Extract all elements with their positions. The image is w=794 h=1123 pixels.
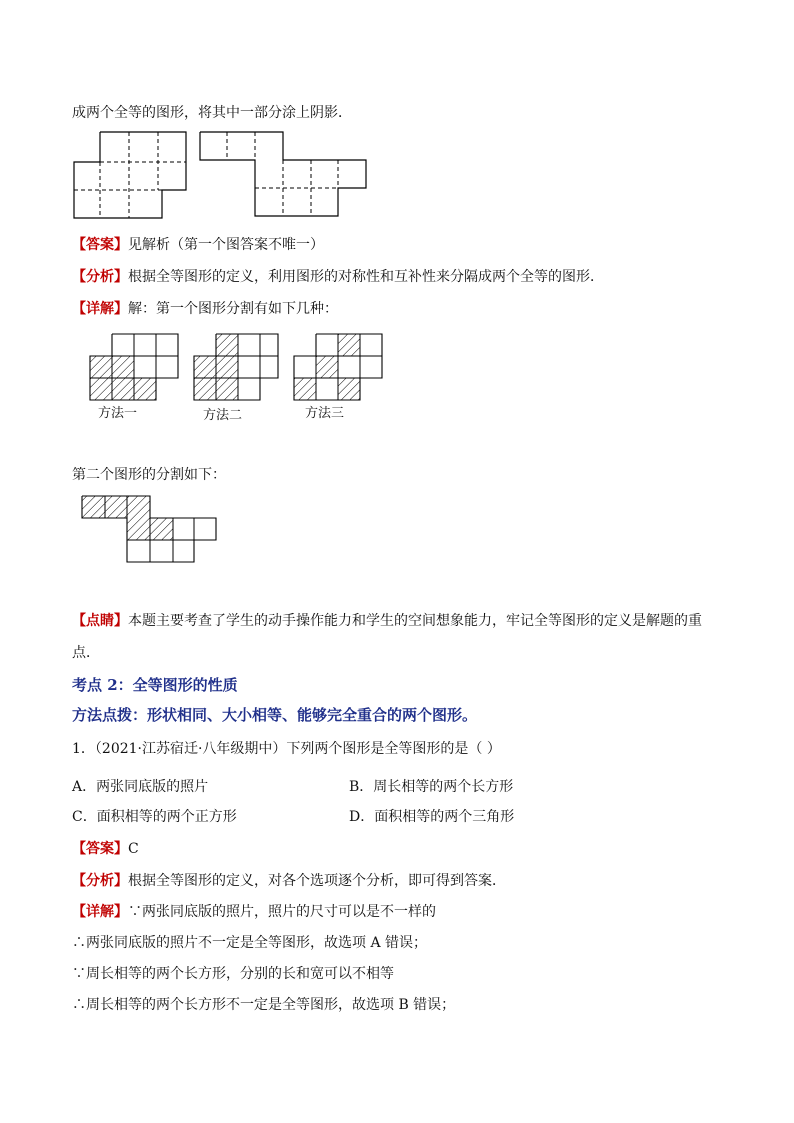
answer-tag: 【答案】: [72, 237, 128, 253]
comment-cont: 点．: [72, 645, 100, 661]
answer-tag: 【答案】: [72, 841, 128, 857]
detail2-line-2: ∵周长相等的两个长方形，分别的长和宽可以不相等: [72, 966, 394, 982]
option-d: D．面积相等的两个三角形: [349, 809, 515, 825]
second-figure: [80, 494, 220, 566]
option-c: C．面积相等的两个正方形: [72, 809, 237, 825]
answer1-line: 【答案】见解析（第一个图答案不唯一）: [72, 237, 324, 253]
method-tip: 方法点拨：形状相同、大小相等、能够完全重合的两个图形。: [72, 706, 478, 724]
grid-figure-left: [72, 130, 372, 225]
detail2-line-1: ∴两张同底版的照片不一定是全等图形，故选项 A 错误；: [72, 935, 428, 951]
method-two-shape: [194, 334, 278, 400]
method-label-2: 方法二: [203, 408, 243, 423]
analysis1-line: 【分析】根据全等图形的定义，利用图形的对称性和互补性来分隔成两个全等的图形．: [72, 269, 604, 285]
second-fig-text: 第二个图形的分割如下：: [72, 467, 226, 483]
section-title: 考点 2：全等图形的性质: [72, 676, 238, 694]
method-label-1: 方法一: [98, 406, 138, 421]
methods-figure: [86, 332, 386, 402]
detail2-line: 【详解】∵两张同底版的照片，照片的尺寸可以是不一样的: [72, 904, 436, 920]
detail2-line-3: ∴周长相等的两个长方形不一定是全等图形，故选项 B 错误；: [72, 997, 456, 1013]
option-a: A．两张同底版的照片: [72, 779, 209, 795]
method-label-3: 方法三: [305, 406, 345, 421]
question-text: 1．（2021·江苏宿迁·八年级期中）下列两个图形是全等图形的是（ ）: [72, 741, 501, 757]
detail1-line: 【详解】解：第一个图形分割有如下几种：: [72, 301, 338, 317]
comment-tag: 【点睛】: [72, 613, 128, 629]
comment-line: 【点睛】本题主要考查了学生的动手操作能力和学生的空间想象能力，牢记全等图形的定义是解题的重: [72, 613, 702, 629]
detail-tag: 【详解】: [72, 904, 128, 920]
detail-tag: 【详解】: [72, 301, 128, 317]
option-b: B．周长相等的两个长方形: [349, 779, 514, 795]
analysis-tag: 【分析】: [72, 873, 128, 889]
analysis-tag: 【分析】: [72, 269, 128, 285]
answer2-line: 【答案】C: [72, 841, 139, 857]
method-three-shape: [294, 334, 382, 400]
intro-line: 成两个全等的图形，将其中一部分涂上阴影．: [72, 105, 352, 121]
analysis2-line: 【分析】根据全等图形的定义，对各个选项逐个分析，即可得到答案．: [72, 873, 506, 889]
method-one-shape: [90, 334, 178, 400]
